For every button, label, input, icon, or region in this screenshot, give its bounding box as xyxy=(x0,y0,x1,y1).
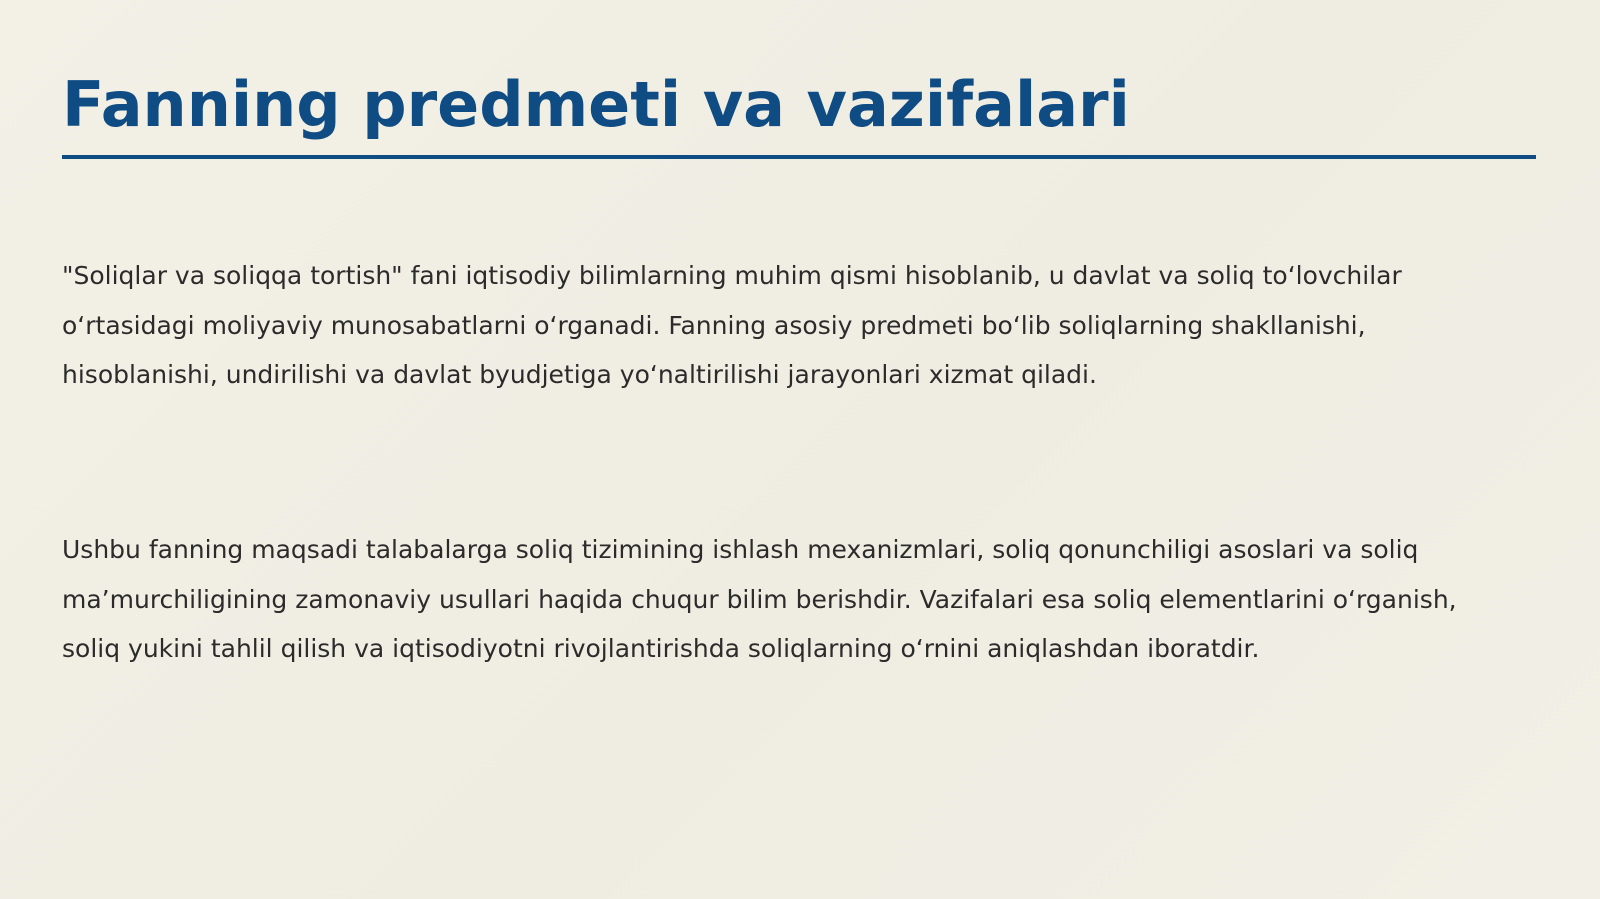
slide-title: Fanning predmeti va vazifalari xyxy=(62,68,1130,141)
paragraph-goals: Ushbu fanning maqsadi talabalarga soliq tizimining ishlash mexanizmlari, soliq qonunchiligi asoslari va soliq ma’murchiligining zamonaviy usullari haqida chuqur bilim berishdir. Vazifalari esa soliq elementlarini o‘rganish, soliq yukini tahlil qilish va iqtisodiyotni rivojlantirishda soliqlarning o‘rnini aniqlashdan iboratdir. xyxy=(62,535,1457,663)
paragraph-subject: "Soliqlar va soliqqa tortish" fani iqtisodiy bilimlarning muhim qismi hisoblanib, u davlat va soliq to‘lovchilar o‘rtasidagi moliyaviy munosabatlarni o‘rganadi. Fanning asosiy predmeti bo‘lib soliqlarning shakllanishi, hisoblanishi, undirilishi va davlat byudjetiga yo‘naltirilishi jarayonlari xizmat qiladi. xyxy=(62,261,1402,389)
title-underline xyxy=(62,155,1536,159)
